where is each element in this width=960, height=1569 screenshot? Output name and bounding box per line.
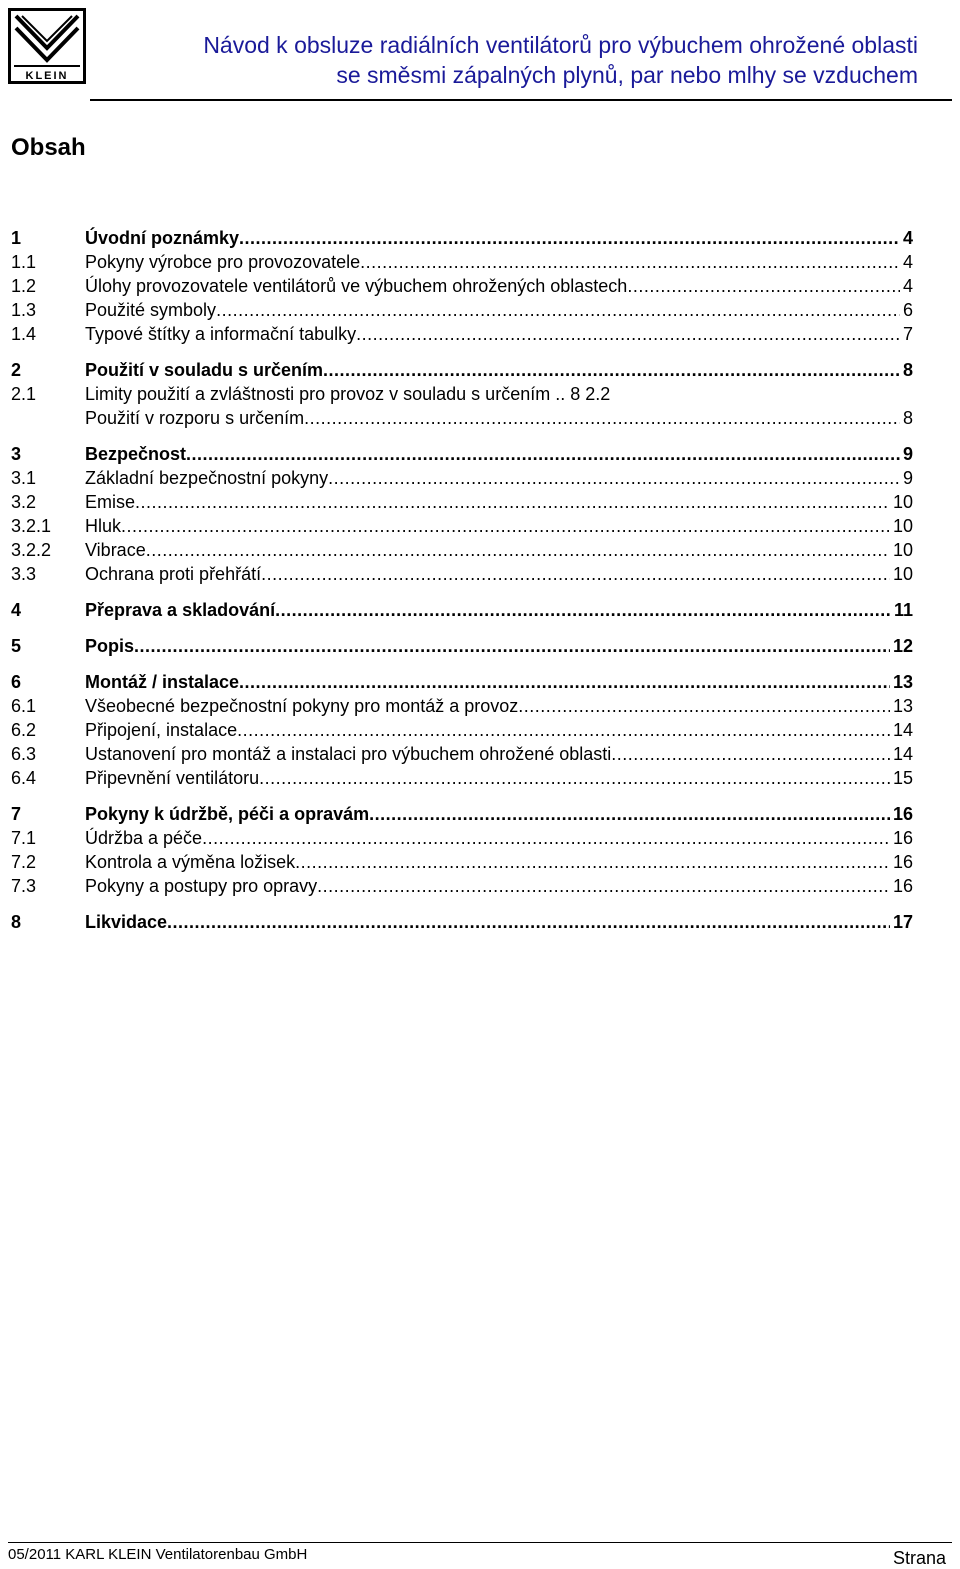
toc-chapter-entry[interactable] [11,358,913,382]
toc-entry-title: Použití v souladu s určením [85,360,324,380]
toc-dot-leader [202,826,890,850]
toc-dot-leader [518,694,890,718]
toc-chapter-entry[interactable] [11,802,913,826]
toc-dot-leader [216,298,900,322]
toc-entry[interactable] [11,298,913,322]
toc-chapter-entry[interactable] [11,670,913,694]
toc-page-number: 10 [892,516,913,536]
toc-page-number: 4 [902,228,913,248]
toc-entry-number: 8 [11,912,22,932]
toc-page-number: 9 [902,468,913,488]
toc-dot-leader [237,718,890,742]
toc-page-number: 10 [892,540,913,560]
toc-entry-title: Úvodní poznámky [85,228,240,248]
toc-section-group [11,358,913,430]
toc-entry-title: Ustanovení pro montáž a instalaci pro výbuchem ohrožené oblasti [85,744,612,764]
toc-entry-number: 5 [11,636,22,656]
toc-page-number: 14 [892,720,913,740]
toc-entry-number: 7.3 [11,876,37,896]
toc-dot-leader [135,490,890,514]
header-divider [90,99,952,101]
toc-entry-title: Popis [85,636,135,656]
toc-entry-number: 7.2 [11,852,37,872]
toc-chapter-entry[interactable] [11,598,913,622]
toc-dot-leader [328,466,900,490]
toc-section-group [11,910,913,934]
toc-entry-title: Kontrola a výměna ložisek [85,852,296,872]
toc-entry[interactable] [11,766,913,790]
toc-dot-leader [304,406,900,430]
toc-entry-title: Použité symboly [85,300,217,320]
toc-section-group [11,598,913,622]
toc-entry[interactable] [11,322,913,346]
toc-entry-title: Pokyny k údržbě, péči a opravám [85,804,370,824]
toc-entry-number: 3.2.2 [11,540,52,560]
toc-entry-title: Emise [85,492,136,512]
toc-page-number: 12 [892,636,913,656]
toc-entry-title: Vibrace [85,540,146,560]
toc-dot-leader [611,742,890,766]
toc-dot-leader [627,274,900,298]
toc-entry[interactable] [11,466,913,490]
toc-entry-title: Úlohy provozovatele ventilátorů ve výbuchem ohrožených oblastech [85,276,628,296]
toc-dot-leader [146,538,890,562]
toc-entry-number: 6.2 [11,720,37,740]
toc-entry-title: Připojení, instalace [85,720,238,740]
table-of-contents [11,226,913,946]
toc-entry[interactable] [11,538,913,562]
toc-entry-number: 3.2 [11,492,37,512]
toc-dot-leader [317,874,890,898]
toc-section-group [11,634,913,658]
toc-entry-number: 6.3 [11,744,37,764]
toc-dot-leader [121,514,890,538]
toc-section-group [11,802,913,898]
toc-entry-title: Pokyny a postupy pro opravy [85,876,318,896]
footer-page-label: Strana [892,1548,946,1568]
toc-entry-number: 1 [11,228,22,248]
toc-entry-title: Limity použití a zvláštnosti pro provoz v souladu s určením .. 8 2.2 [85,384,611,404]
klein-logo [8,8,86,84]
toc-dot-leader [239,226,900,250]
toc-page-number: 16 [892,876,913,896]
toc-entry-title: Přeprava a skladování [85,600,276,620]
toc-entry-title: Montáž / instalace [85,672,240,692]
toc-page-number: 13 [892,672,913,692]
toc-entry-number: 2.1 [11,384,37,404]
toc-entry-number: 7.1 [11,828,37,848]
toc-entry-title: Základní bezpečnostní pokyny [85,468,329,488]
toc-entry[interactable] [11,562,913,586]
toc-entry[interactable] [11,742,913,766]
footer-company: 05/2011 KARL KLEIN Ventilatorenbau GmbH [8,1546,308,1563]
toc-page-number: 4 [902,252,913,272]
document-title-line-2: se směsmi zápalných plynů, par nebo mlhy se vzduchem [336,62,918,88]
toc-page-number: 10 [892,564,913,584]
toc-page-number: 13 [892,696,913,716]
toc-page-number: 6 [902,300,913,320]
toc-dot-leader [360,250,900,274]
toc-entry-title: Údržba a péče [85,828,203,848]
toc-entry-number: 3.3 [11,564,37,584]
toc-entry[interactable] [11,694,913,718]
toc-entry-number: 1.2 [11,276,37,296]
toc-entry-number: 6.1 [11,696,37,716]
toc-page-number: 8 [902,360,913,380]
toc-entry-number: 3.1 [11,468,37,488]
toc-section-group [11,670,913,790]
toc-dot-leader [259,766,890,790]
toc-dot-leader [239,670,890,694]
page-title: Obsah [11,134,86,161]
toc-entry[interactable] [11,406,913,430]
footer-divider [8,1542,952,1543]
toc-entry-number: 6.4 [11,768,37,788]
toc-entry[interactable] [11,274,913,298]
toc-dot-leader [186,442,900,466]
toc-entry[interactable] [11,874,913,898]
toc-page-number: 16 [892,852,913,872]
toc-entry[interactable] [11,850,913,874]
toc-entry-number: 3.2.1 [11,516,52,536]
toc-entry-number: 1.1 [11,252,37,272]
toc-dot-leader [167,910,890,934]
toc-entry-number: 4 [11,600,22,620]
document-title [203,30,918,90]
toc-entry-title: Připevnění ventilátoru [85,768,260,788]
toc-entry-title: Všeobecné bezpečnostní pokyny pro montáž a provoz [85,696,519,716]
toc-chapter-entry[interactable] [11,442,913,466]
toc-entry[interactable] [11,382,913,406]
toc-chapter-entry[interactable] [11,634,913,658]
toc-entry[interactable] [11,514,913,538]
toc-page-number: 4 [902,276,913,296]
toc-dot-leader [134,634,890,658]
toc-entry-number: 2 [11,360,22,380]
toc-chapter-entry[interactable] [11,910,913,934]
toc-dot-leader [261,562,890,586]
toc-page-number: 16 [892,804,913,824]
toc-entry-number: 1.3 [11,300,37,320]
toc-dot-leader [275,598,891,622]
toc-entry-title: Bezpečnost [85,444,187,464]
toc-entry-title: Likvidace [85,912,168,932]
toc-entry[interactable] [11,490,913,514]
toc-page-number: 8 [902,408,913,428]
toc-entry-title: Ochrana proti přehřátí [85,564,262,584]
toc-entry-title: Pokyny výrobce pro provozovatele [85,252,361,272]
toc-entry-number: 3 [11,444,22,464]
toc-page-number: 9 [902,444,913,464]
toc-entry-number: 7 [11,804,22,824]
toc-dot-leader [369,802,890,826]
toc-entry-title: Použití v rozporu s určením [85,408,305,428]
toc-page-number: 15 [892,768,913,788]
logo-text: KLEIN [25,70,69,82]
toc-page-number: 10 [892,492,913,512]
toc-entry-title: Hluk [85,516,122,536]
toc-entry-number: 6 [11,672,22,692]
toc-section-group [11,442,913,586]
toc-entry[interactable] [11,250,913,274]
toc-dot-leader [295,850,890,874]
toc-page-number: 11 [893,600,913,620]
toc-section-group [11,226,913,346]
toc-dot-leader [356,322,900,346]
toc-chapter-entry[interactable] [11,226,913,250]
toc-page-number: 17 [892,912,913,932]
toc-page-number: 16 [892,828,913,848]
toc-page-number: 7 [902,324,913,344]
toc-entry[interactable] [11,826,913,850]
toc-entry[interactable] [11,718,913,742]
toc-entry-number: 1.4 [11,324,37,344]
toc-dot-leader [323,358,900,382]
toc-entry-title: Typové štítky a informační tabulky [85,324,357,344]
document-title-line-1: Návod k obsluze radiálních ventilátorů pro výbuchem ohrožené oblasti [203,32,918,58]
toc-page-number: 14 [892,744,913,764]
